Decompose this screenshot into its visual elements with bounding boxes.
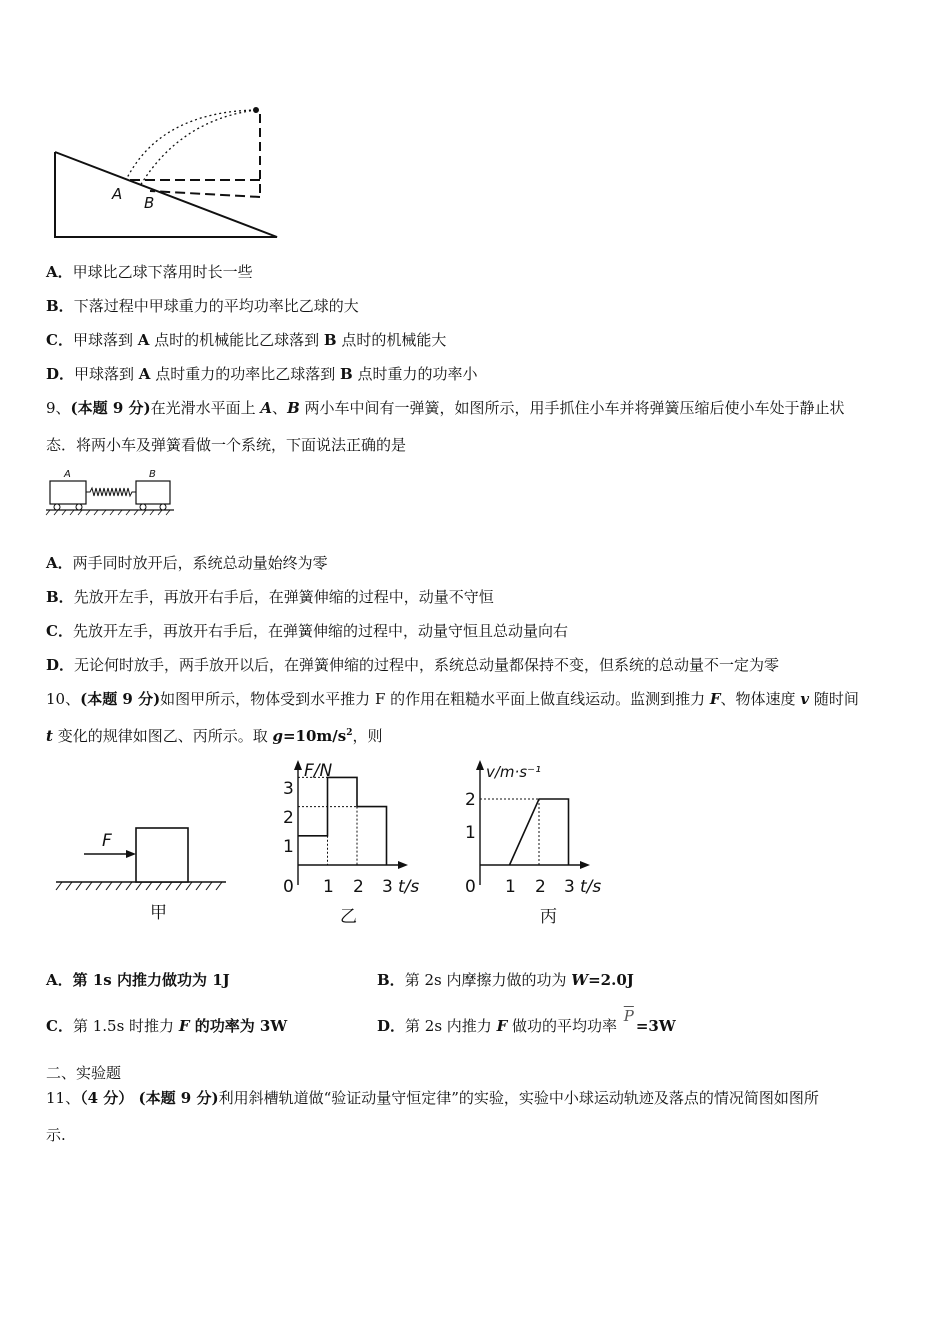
x-axis-label: t/s — [580, 877, 602, 897]
q9-carts-figure — [44, 466, 179, 518]
force-step-line — [298, 777, 387, 865]
q10-fig-yi-ft-graph — [270, 760, 430, 930]
launch-point — [253, 107, 259, 113]
q10-fig-bing-vt-graph — [452, 760, 622, 930]
caption-jia: 甲 — [150, 903, 167, 923]
y-axis-label: v/m·s⁻¹ — [486, 763, 542, 781]
y-tick-3: 3 — [283, 779, 294, 799]
q11-stem-line2: 示. — [46, 1126, 66, 1144]
q9-stem: 9、(本题 9 分)在光滑水平面上 A、B 两小车中间有一弹簧，如图所示，用手抓住小车并将弹簧压缩后使小车处于静止状 — [46, 399, 845, 417]
q10-option-b: B．第 2s 内摩擦力做的功为 W=2.0J — [377, 971, 634, 989]
cart-b-label: B — [149, 469, 156, 480]
origin-label: 0 — [283, 877, 294, 897]
q10-option-c: C．第 1.5s 时推力 F 的功率为 3W — [46, 1017, 288, 1035]
q10-stem-line2: t 变化的规律如图乙、丙所示。取 $g=10m/s^2$，则 — [46, 727, 383, 745]
section-title: 二、实验题 — [46, 1064, 122, 1082]
ground-hatching — [46, 510, 170, 515]
x-axis-arrow — [398, 861, 408, 869]
q11-stem: 11、（4 分） (本题 9 分)利用斜槽轨道做“验证动量守恒定律”的实验，实验中小球运动轨迹及落点的情况简图如图所 — [46, 1089, 819, 1107]
force-label: F — [102, 831, 112, 851]
average-power-symbol: $\overline{P}$ — [623, 1007, 634, 1025]
cart-b — [136, 481, 170, 504]
q10-option-d: D．第 2s 内推力 F 做功的平均功率 $\overline{P}=3W$ — [377, 1007, 676, 1035]
y-axis-arrow — [294, 760, 302, 770]
y-tick-2: 2 — [465, 790, 476, 810]
q8-option-a: A．甲球比乙球下落用时长一些 — [46, 263, 253, 281]
caption-bing: 丙 — [540, 907, 557, 927]
cart-b-wheel-right — [160, 504, 166, 510]
cart-a-label: A — [64, 469, 71, 480]
caption-yi: 乙 — [340, 907, 357, 927]
x-axis-label: t/s — [398, 877, 420, 897]
cart-a-wheel-left — [54, 504, 60, 510]
q8-option-b: B．下落过程中甲球重力的平均功率比乙球的大 — [46, 297, 359, 315]
q9-option-a: A．两手同时放开后，系统总动量始终为零 — [46, 554, 328, 572]
q10-fig-jia — [54, 820, 234, 930]
point-b-label: B — [144, 194, 155, 212]
y-tick-1: 1 — [465, 823, 476, 843]
y-tick-1: 1 — [283, 837, 294, 857]
q9-option-b: B．先放开左手，再放开右手后，在弹簧伸缩的过程中，动量不守恒 — [46, 588, 494, 606]
guide-lines — [480, 799, 539, 865]
cart-a — [50, 481, 86, 504]
q9-stem-line2: 态．将两小车及弹簧看做一个系统，下面说法正确的是 — [46, 436, 407, 454]
x-tick-2: 2 — [353, 877, 364, 897]
q10-stem: 10、(本题 9 分)如图甲所示，物体受到水平推力 F 的作用在粗糙水平面上做直线运动。监测到推力 F、物体速度 v 随时间 — [46, 690, 859, 708]
q10-option-a: A．第 1s 内推力做功为 1J — [46, 971, 230, 989]
spring — [86, 488, 136, 496]
x-axis-arrow — [580, 861, 590, 869]
y-axis-arrow — [476, 760, 484, 770]
x-tick-3: 3 — [564, 877, 575, 897]
trajectory-a-dotted — [126, 110, 256, 180]
incline-outline — [55, 152, 277, 237]
origin-label: 0 — [465, 877, 476, 897]
point-a-label: A — [112, 185, 123, 203]
x-tick-1: 1 — [323, 877, 334, 897]
q9-option-c: C．先放开左手，再放开右手后，在弹簧伸缩的过程中，动量守恒且总动量向右 — [46, 622, 568, 640]
x-tick-3: 3 — [382, 877, 393, 897]
y-tick-2: 2 — [283, 808, 294, 828]
x-tick-2: 2 — [535, 877, 546, 897]
q8-option-c: C．甲球落到 A 点时的机械能比乙球落到 B 点时的机械能大 — [46, 331, 447, 349]
trajectory-b-dotted — [140, 110, 256, 186]
y-axis-label: F/N — [304, 761, 333, 781]
block — [136, 828, 188, 882]
force-arrowhead — [126, 850, 136, 858]
ground-hatching — [56, 882, 222, 890]
q8-option-d: D．甲球落到 A 点时重力的功率比乙球落到 B 点时重力的功率小 — [46, 365, 478, 383]
q8-incline-figure — [40, 100, 280, 245]
q9-option-d: D．无论何时放手，两手放开以后，在弹簧伸缩的过程中，系统总动量都保持不变，但系统的总动量不一定为零 — [46, 656, 780, 674]
x-tick-1: 1 — [505, 877, 516, 897]
cart-a-wheel-right — [76, 504, 82, 510]
cart-b-wheel-left — [140, 504, 146, 510]
